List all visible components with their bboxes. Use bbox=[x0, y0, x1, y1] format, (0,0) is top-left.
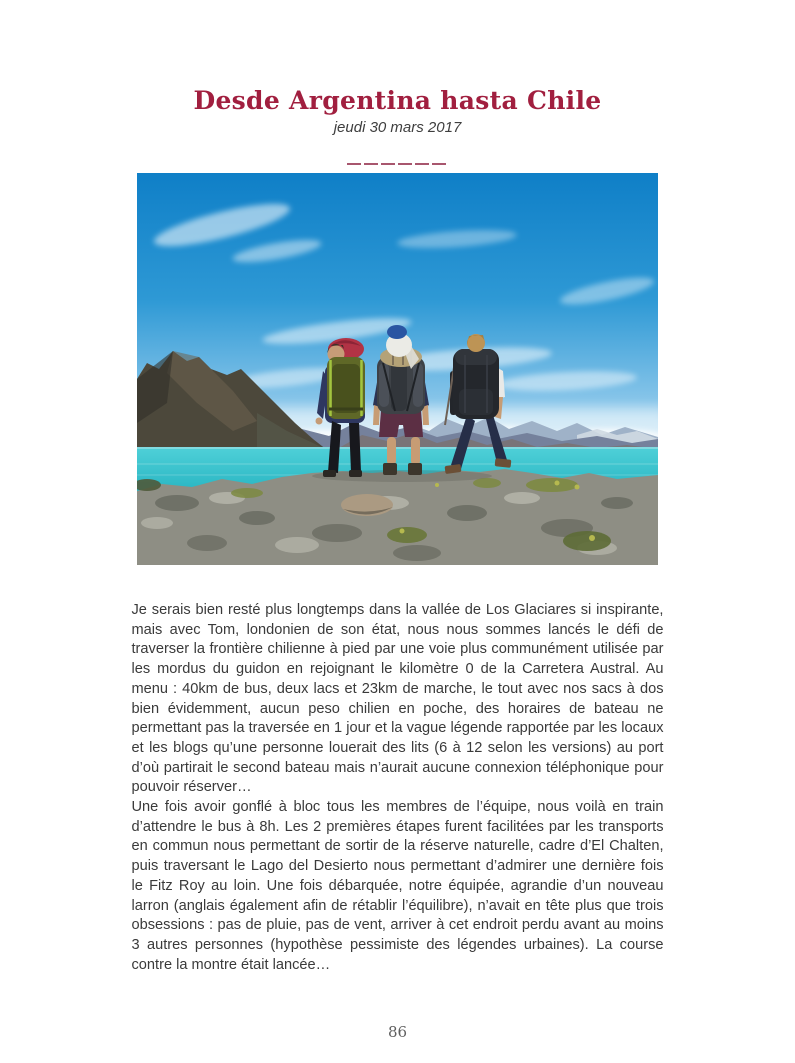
paragraph-1: Je serais bien resté plus longtemps dans la vallée de Los Glaciares si inspirante, mais avec Tom, londonien de son état, nous nous sommes lancés le défi de traverser la frontière chilienne à pied par une voie plus communément utilisée par les mordus du guidon en rejoignant le kilomètre 0 de la Carretera Austral. Au menu : 40km de bus, deux lacs et 23km de marche, le tout avec nos sacs à dos bien évidemment, aucun peso chilien en poche, des horaires de bateau ne permettant pas la traversée en 1 jour et la vague légende rapportée par les locaux et les blogs qu’une personne louerait des lits (6 à 12 selon les versions) au port d’où partirait le second bateau mais n’aurait aucune connexion téléphonique pour pouvoir réserver… bbox=[131, 602, 664, 796]
article-date: jeudi 30 mars 2017 bbox=[333, 119, 462, 136]
separator bbox=[347, 163, 448, 165]
article-body bbox=[132, 601, 664, 975]
article-header bbox=[0, 0, 795, 165]
foreground-rocks bbox=[137, 469, 658, 565]
hikers-photo bbox=[137, 173, 658, 565]
paragraph-2: Une fois avoir gonflé à bloc tous les membres de l’équipe, nous voilà en train d’attendre le bus à 8h. Les 2 premières étapes furent facilitées par les transports en commun nous permettant de sortir de la réserve naturelle, cadre d’El Chalten, puis traversant le Lago del Desierto nous permettant d’admirer une dernière fois le Fitz Roy au loin. Une fois débarquée, notre équipée, agrandie d’un nouveau larron (anglais également afin de rétablir l’équilibre), n’avait en tête plus que trois obsessions : pas de pluie, pas de vent, arriver à cet endroit perdu avant au moins 3 autres personnes (hypothèse pessimiste des légendes urbaines). La course contre la montre était lancée… bbox=[131, 799, 664, 973]
hikers-photo-illustration bbox=[137, 173, 658, 565]
page-title: Desde Argentina hasta Chile bbox=[193, 86, 602, 115]
page-number: 86 bbox=[387, 1023, 408, 1041]
